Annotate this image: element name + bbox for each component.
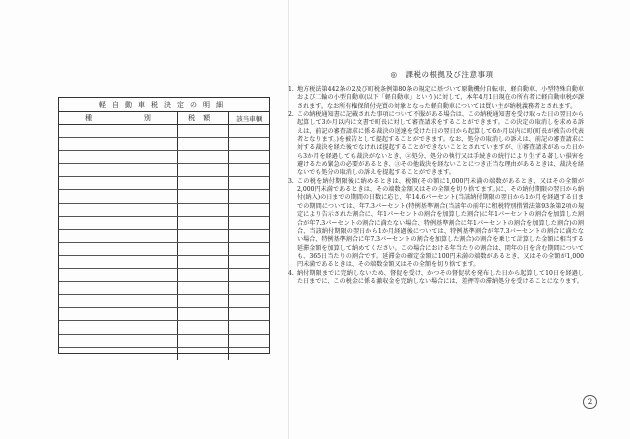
table-cell bbox=[59, 335, 178, 347]
tax-detail-table bbox=[58, 97, 270, 354]
table-row bbox=[59, 164, 269, 177]
table-cell bbox=[229, 308, 269, 320]
table-row bbox=[59, 151, 269, 164]
table-row bbox=[59, 256, 269, 269]
table-cell bbox=[229, 164, 269, 176]
table-cell bbox=[178, 151, 230, 163]
note-text: この納税通知書に記載された事項について不服がある場合は、この納税通知書を受け取った日の翌日から起算して3か月以内に文書で町長に対して審査請求をすることができます。この決定の取消しを求める訴えは、前記の審査請求に係る裁決の送達を受けた日の翌日から起算して6か月以内に町(町長が被告の代表者となります。)を被告として提起することができます。なお、処分の取消しの訴えは、前記の審査請求に対する裁決を経た後でなければ提起することができないこととされていますが、①審査請求があった日から3か月を経過しても裁決がないとき、②処分、処分の執行又は手続きの続行により生ずる著しい損害を避けるため緊急の必要があるとき、③その他裁決を経ないことにつき正当な理由があるときは、裁決を経ないでも処分の取消しの訴えを提起することができます。 bbox=[297, 111, 584, 177]
table-row bbox=[59, 348, 269, 360]
table-cell bbox=[59, 348, 178, 360]
table-title: 軽自動車税決定の明細 bbox=[59, 98, 269, 112]
header-kind-left: 種 bbox=[84, 114, 92, 122]
table-row bbox=[59, 177, 269, 190]
header-vehicles: 該当車輌 bbox=[236, 114, 263, 123]
table-row bbox=[59, 230, 269, 243]
table-row bbox=[59, 190, 269, 203]
table-cell bbox=[229, 151, 269, 163]
table-row bbox=[59, 335, 269, 348]
table-cell bbox=[178, 256, 230, 268]
table-cell bbox=[178, 230, 230, 242]
note-text: 納付期限までに完納しないため、督促を受け、かつその督促状を発布した日から起算して10日を経過した日までに、この税金に係る激収金を完納しない場合には、差押等の滞納処分を受けることになります。 bbox=[297, 269, 584, 285]
table-cell bbox=[229, 204, 269, 216]
table-cell bbox=[229, 295, 269, 307]
table-cell bbox=[229, 256, 269, 268]
note-text: この税を納付期限後に納めるときは、税額(その額に1,000円未満の端数があるとき、又はその全額が2,000円未満であるときは、その端数金額又はその全額を切り捨てます。)に、その納付期限の翌日から納付(納入)の日までの期間の日数に応じ、年14.6パーセント(当該納付期限の翌日から1か月を経過する日までの期間については、年7.3パーセント(特例基準割合(当該年の前年に租税特別措置法第93条第2項の規定により告示された割合に、年1パーセントの割合を加算した割合)に年1パーセントの割合を加算した割合が年7.3パーセントの割合に満たない場合、特例基準割合に年1パーセントの割合を加算した割合)の割合、当該納付期限の翌日から1か月経過後については、特例基準割合が年7.3パーセントの割合に満たない場合、特例基準割合に年7.3パーセントの割合を加算した割合)の割合を乗じて計算した金額に相当する延滞金額を加算して納めてください。この場合における年当たりの割合は、閏年の日を含む期間についても、365日当たりの割合です。延滞金の確定金額に100円未満の端数があるとき、又はその全額が1,000円未満であるときは、その端数金額又はその全額を切り捨てます。 bbox=[297, 177, 584, 269]
table-cell bbox=[178, 177, 230, 189]
table-cell bbox=[178, 335, 230, 347]
table-row bbox=[59, 138, 269, 151]
table-cell bbox=[59, 256, 178, 268]
table-cell bbox=[59, 230, 178, 242]
note-item bbox=[288, 111, 584, 178]
table-cell bbox=[59, 217, 178, 229]
table-row bbox=[59, 243, 269, 256]
note-text: 地方税法第442条の2及び町税条例第80条の規定に基づいて原動機付自転車、軽自動車、小型特殊自動車および二輪の小型自動車(以下「軽自動車」という)に対して、本年4月1日現在の所有者に軽自動車税が課されます。なお所有権保留付売買の対象となった軽自動車については買い主が納税義務者とされます。 bbox=[297, 86, 584, 110]
table-header-row bbox=[59, 112, 269, 125]
table-row bbox=[59, 204, 269, 217]
header-kind-right: 別 bbox=[143, 114, 151, 122]
table-cell bbox=[178, 321, 230, 333]
table-cell bbox=[59, 151, 178, 163]
note-number: 4. bbox=[288, 269, 294, 277]
table-cell bbox=[229, 177, 269, 189]
table-cell bbox=[178, 348, 230, 360]
table-cell bbox=[229, 348, 269, 360]
table-cell bbox=[229, 138, 269, 150]
table-cell bbox=[229, 190, 269, 202]
note-item bbox=[288, 86, 584, 111]
table-cell bbox=[178, 282, 230, 294]
table-cell bbox=[178, 308, 230, 320]
table-cell bbox=[178, 269, 230, 281]
table-cell bbox=[59, 308, 178, 320]
note-item bbox=[288, 270, 584, 287]
table-cell bbox=[229, 282, 269, 294]
table-row bbox=[59, 321, 269, 334]
table-body bbox=[59, 125, 269, 360]
table-cell bbox=[229, 269, 269, 281]
table-cell bbox=[59, 164, 178, 176]
header-tax-amount: 税額 bbox=[178, 112, 230, 124]
notes-list bbox=[288, 86, 584, 286]
table-row bbox=[59, 125, 269, 138]
table-cell bbox=[59, 190, 178, 202]
note-item bbox=[288, 178, 584, 270]
note-number: 2. bbox=[288, 111, 294, 119]
table-cell bbox=[59, 243, 178, 255]
table-row bbox=[59, 282, 269, 295]
table-cell bbox=[229, 321, 269, 333]
table-cell bbox=[178, 243, 230, 255]
table-cell bbox=[59, 321, 178, 333]
table-cell bbox=[178, 295, 230, 307]
notes-title: ◎ 課税の根拠及び注意事項 bbox=[390, 70, 494, 79]
table-cell bbox=[178, 138, 230, 150]
table-cell bbox=[59, 125, 178, 137]
note-number: 3. bbox=[288, 177, 294, 185]
table-cell bbox=[229, 335, 269, 347]
table-row bbox=[59, 269, 269, 282]
table-cell bbox=[229, 243, 269, 255]
table-cell bbox=[59, 138, 178, 150]
table-cell bbox=[229, 125, 269, 137]
table-cell bbox=[178, 164, 230, 176]
table-cell bbox=[178, 190, 230, 202]
header-kind bbox=[59, 112, 178, 124]
table-cell bbox=[59, 204, 178, 216]
table-row bbox=[59, 295, 269, 308]
table-cell bbox=[178, 125, 230, 137]
page-number: 2 bbox=[583, 395, 597, 409]
table-cell bbox=[59, 295, 178, 307]
table-cell bbox=[229, 217, 269, 229]
table-cell bbox=[59, 282, 178, 294]
table-cell bbox=[178, 204, 230, 216]
table-row bbox=[59, 217, 269, 230]
table-row bbox=[59, 308, 269, 321]
note-number: 1. bbox=[288, 86, 294, 93]
table-cell bbox=[229, 230, 269, 242]
table-cell bbox=[59, 177, 178, 189]
table-cell bbox=[178, 217, 230, 229]
table-cell bbox=[59, 269, 178, 281]
